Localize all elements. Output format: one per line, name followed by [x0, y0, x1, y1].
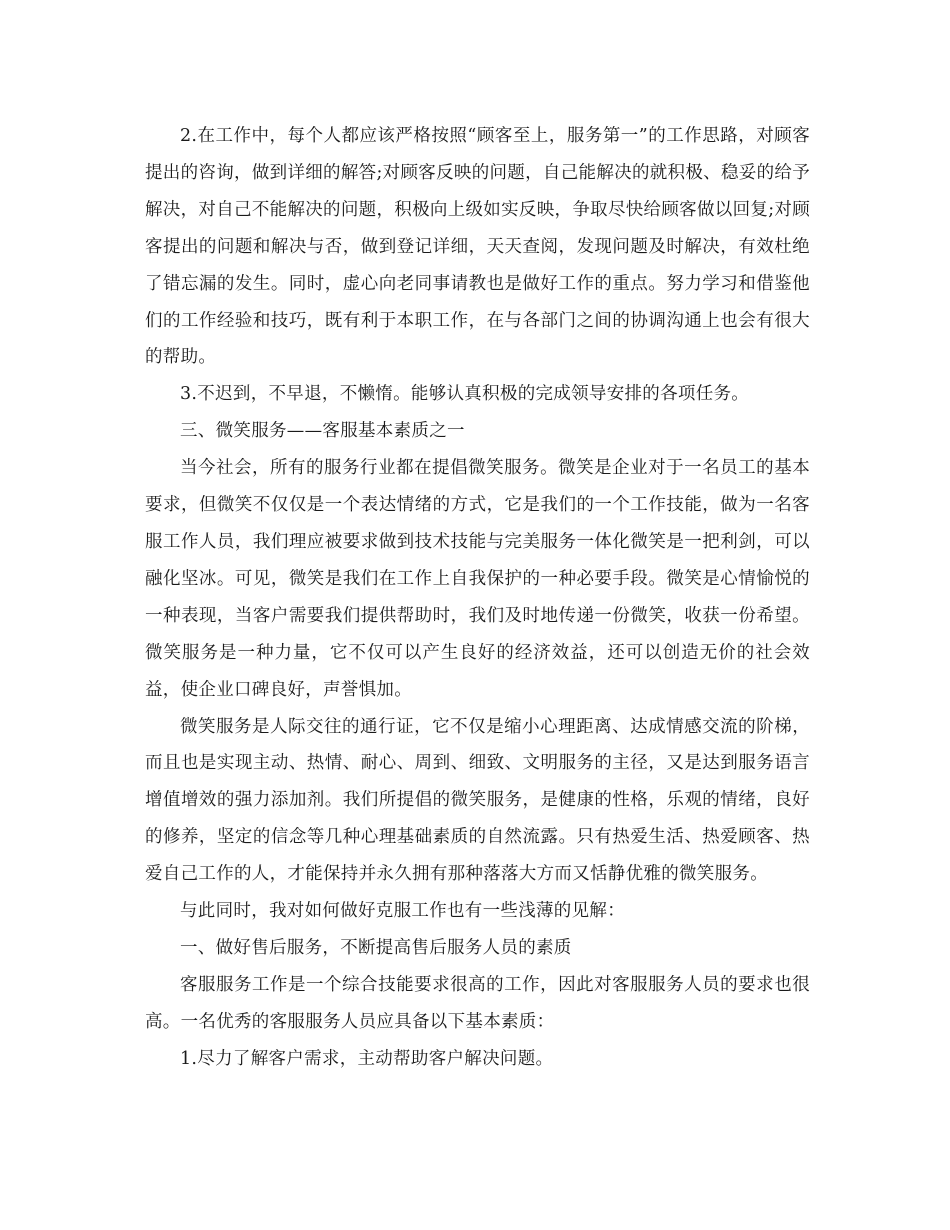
paragraph-smile-intro: 当今社会，所有的服务行业都在提倡微笑服务。微笑是企业对于一名员工的基本要求，但微笑不仅仅是一个表达情绪的方式，它是我们的一个工作技能，做为一名客服工作人员，我们理应被要求做到技术技能与完美服务一体化微笑是一把利剑，可以融化坚冰。可见，微笑是我们在工作上自我保护的一种必要手段。微笑是心情愉悦的一种表现，当客户需要我们提供帮助时，我们及时地传递一份微笑，收获一份希望。微笑服务是一种力量，它不仅可以产生良好的经济效益，还可以创造无价的社会效益，使企业口碑良好，声誉惧加。	[145, 458, 810, 700]
paragraph-customer-service-requirements: 客服服务工作是一个综合技能要求很高的工作，因此对客服服务人员的要求也很高。一名优秀的客服服务人员应具备以下基本素质：	[145, 974, 810, 1032]
paragraph-smile-passport: 微笑服务是人际交往的通行证，它不仅是缩小心理距离、达成情感交流的阶梯，而且也是实现主动、热情、耐心、周到、细致、文明服务的主径，又是达到服务语言增值增效的强力添加剂。我们所提倡的微笑服务，是健康的性格，乐观的情绪，良好的修养，坚定的信念等几种心理基础素质的自然流露。只有热爱生活、热爱顾客、热爱自己工作的人，才能保持并永久拥有那种落落大方而又恬静优雅的微笑服务。	[145, 716, 810, 885]
paragraph-meanwhile: 与此同时，我对如何做好克服工作也有一些浅薄的见解：	[180, 901, 625, 922]
section-heading-after-sales: 一、做好售后服务，不断提高售后服务人员的素质	[180, 937, 572, 958]
paragraph-item-3: 3.不迟到，不早退，不懒惰。能够认真积极的完成领导安排的各项任务。	[180, 384, 750, 405]
paragraph-item-1: 1.尽力了解客户需求，主动帮助客户解决问题。	[180, 1048, 554, 1069]
paragraph-item-2: 2.在工作中，每个人都应该严格按照“顾客至上，服务第一”的工作思路，对顾客提出的咨询，做到详细的解答;对顾客反映的问题，自己能解决的就积极、稳妥的给予解决，对自己不能解决的问题，积极向上级如实反映，争取尽快给顾客做以回复;对顾客提出的问题和解决与否，做到登记详细，天天查阅，发现问题及时解决，有效杜绝了错忘漏的发生。同时，虚心向老同事请教也是做好工作的重点。努力学习和借鉴他们的工作经验和技巧，既有利于本职工作，在与各部门之间的协调沟通上也会有很大的帮助。	[145, 126, 810, 368]
section-heading-smile-service: 三、微笑服务——客服基本素质之一	[180, 421, 465, 442]
